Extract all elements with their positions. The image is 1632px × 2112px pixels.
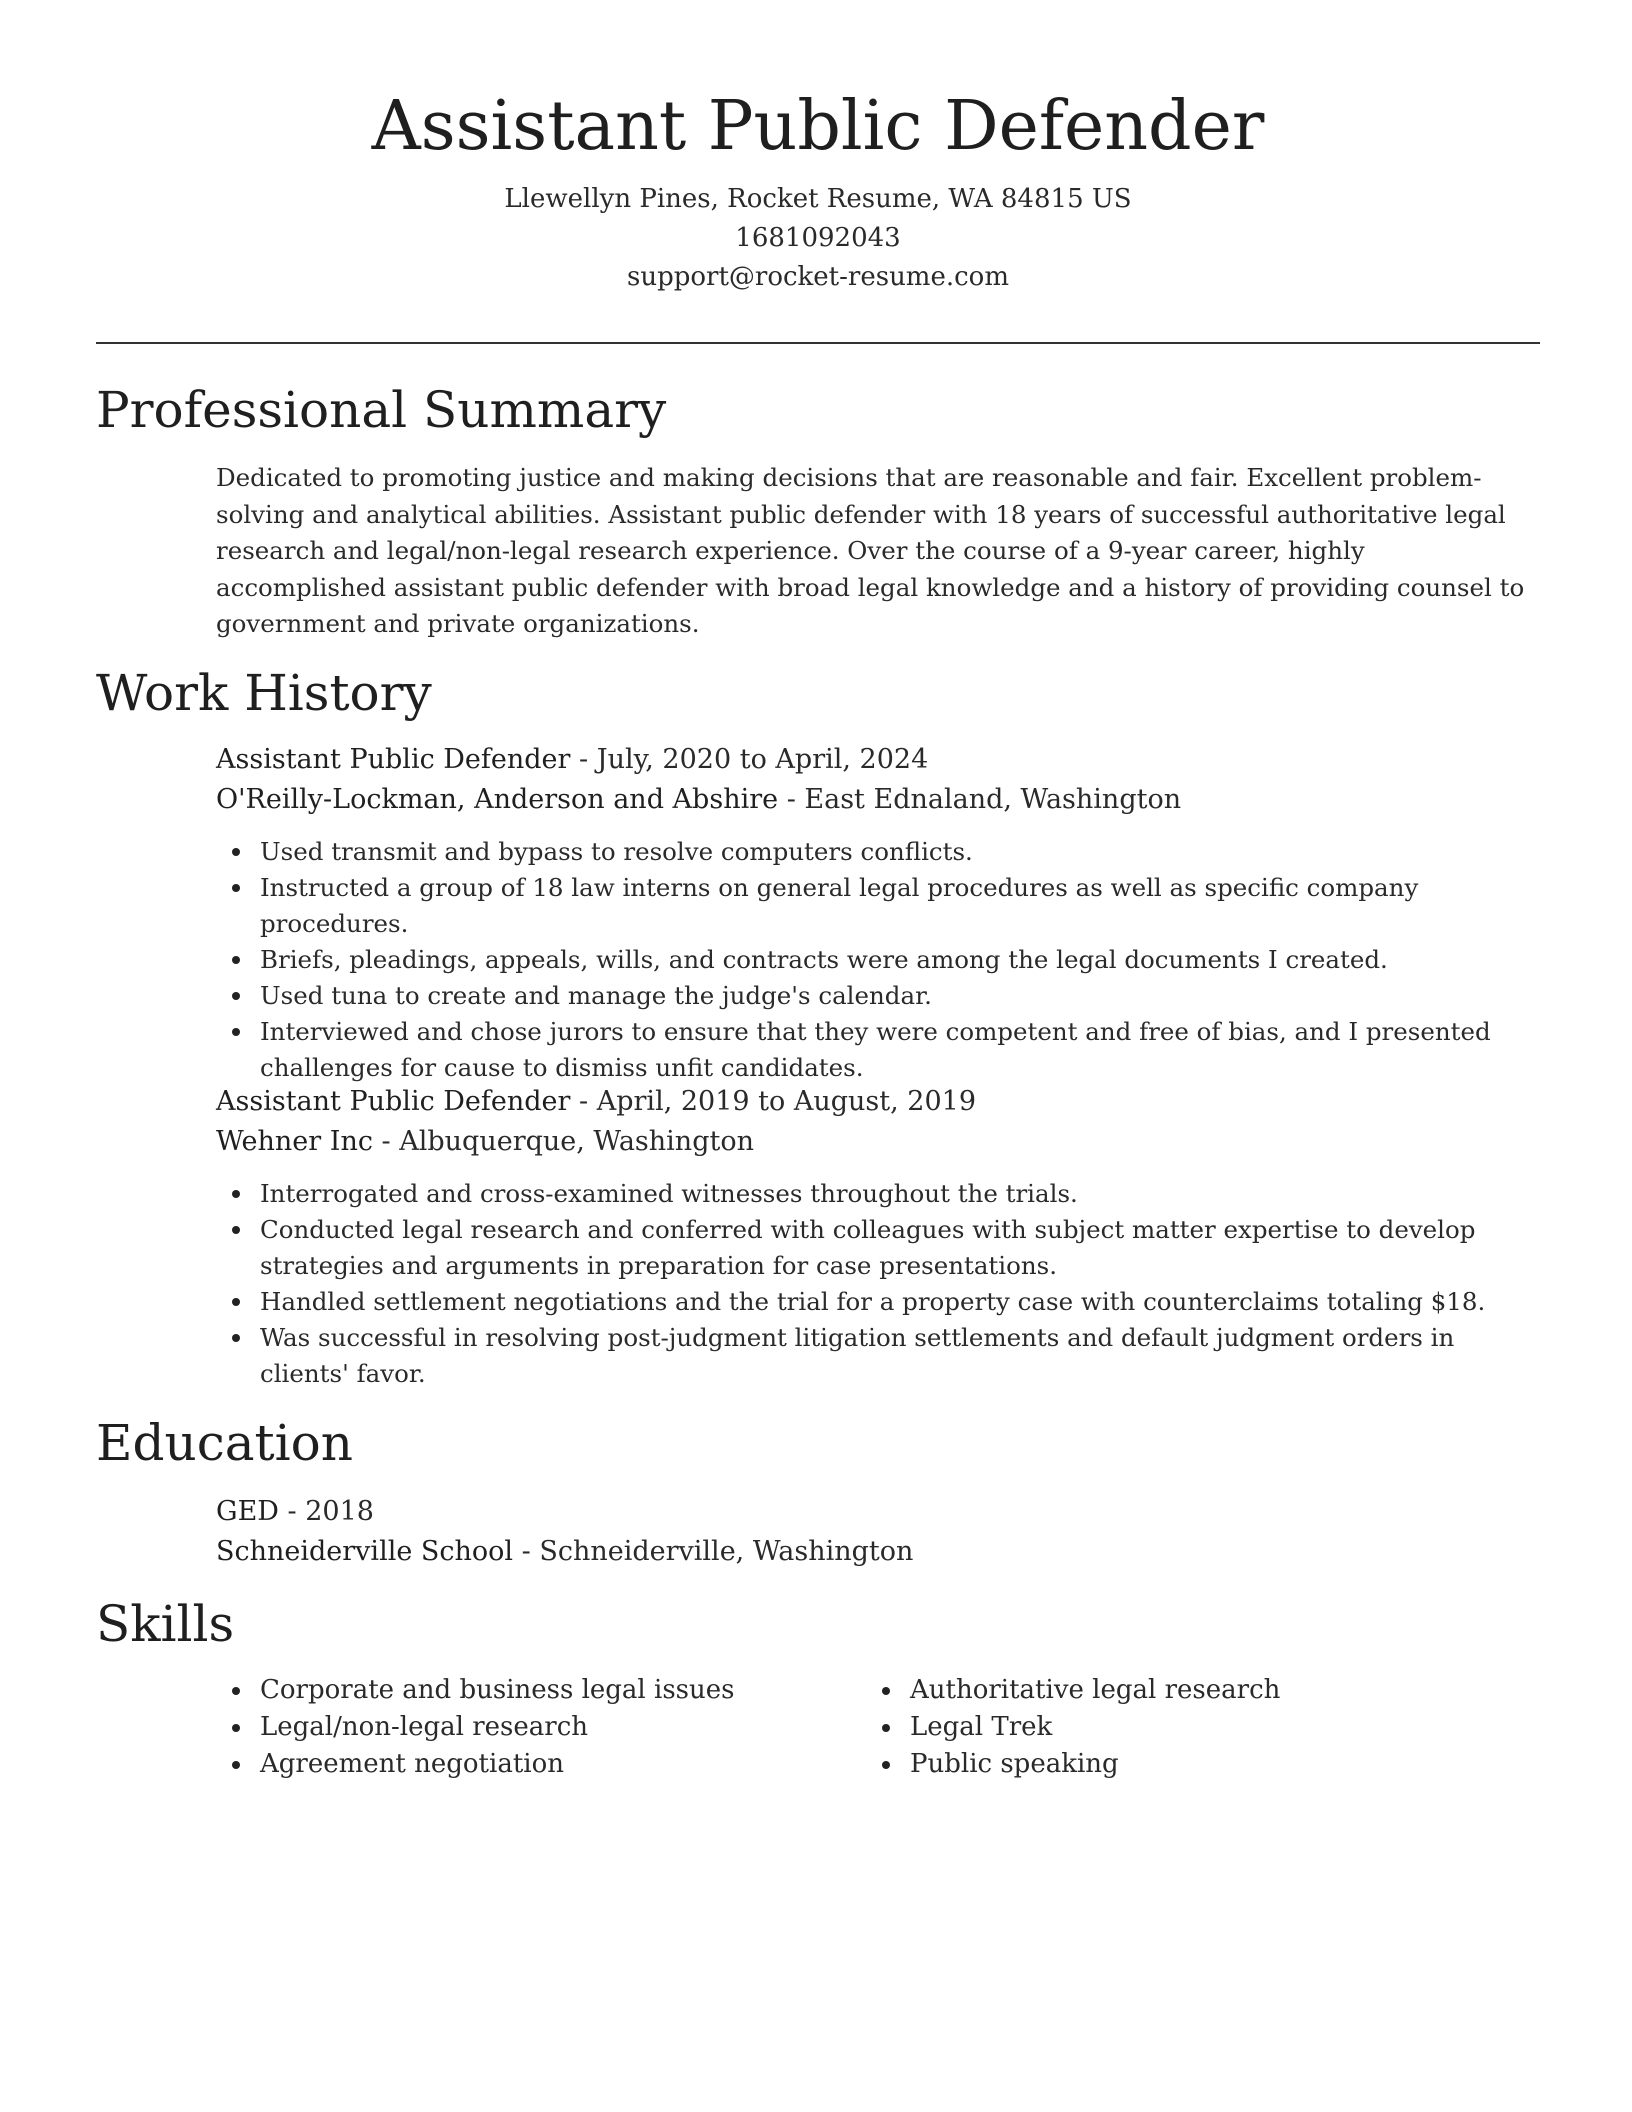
education-school: Schneiderville School (216, 1536, 514, 1567)
job-bullet-text: Used transmit and bypass to resolve computers conflicts. (260, 837, 973, 866)
bullet-dot (232, 848, 240, 856)
job-bullet-text: Handled settlement negotiations and the trial for a property case with counterclaims totaling $18. (260, 1287, 1486, 1316)
job-bullet-text: Instructed a group of 18 law interns on general legal procedures as well as specific company procedures. (260, 873, 1419, 938)
job-entry (216, 1082, 1540, 1392)
bullet-dot (232, 1724, 240, 1732)
education-entry (216, 1492, 1540, 1572)
job-bullet-text: Conducted legal research and conferred with colleagues with subject matter expertise to develop strategies and arguments in preparation for case presentations. (260, 1215, 1476, 1280)
job-bullet-list (216, 834, 1540, 1086)
section-title-education: Education (96, 1414, 353, 1472)
job-location: - Albuquerque, Washington (372, 1126, 754, 1157)
job-role: Assistant Public Defender (216, 1086, 571, 1117)
bullet-dot (232, 1298, 240, 1306)
skill-text: Public speaking (910, 1749, 1119, 1779)
job-dates: - July, 2020 to April, 2024 (570, 744, 929, 775)
skill-text: Corporate and business legal issues (260, 1675, 735, 1705)
job-bullet-text: Interrogated and cross-examined witnesses throughout the trials. (260, 1179, 1078, 1208)
skills-column-left (216, 1672, 866, 1783)
skill-item (866, 1746, 1516, 1783)
resume-header (96, 82, 1540, 297)
job-bullet-text: Interviewed and chose jurors to ensure that they were competent and free of bias, and I presented challenges for cause to dismiss unfit candidates. (260, 1017, 1491, 1082)
job-dates: - April, 2019 to August, 2019 (570, 1086, 976, 1117)
job-bullet-text: Used tuna to create and manage the judge's calendar. (260, 981, 932, 1010)
section-title-skills: Skills (96, 1595, 235, 1653)
skill-item (866, 1672, 1516, 1709)
job-bullet-text: Was successful in resolving post-judgment litigation settlements and default judgment orders in clients' favor. (260, 1323, 1455, 1388)
job-title-line (216, 1082, 1540, 1122)
bullet-dot (232, 1761, 240, 1769)
bullet-dot (232, 956, 240, 964)
job-bullet (216, 942, 1540, 978)
job-bullet-list (216, 1176, 1540, 1392)
skill-item (216, 1709, 866, 1746)
header-divider (96, 342, 1540, 344)
bullet-dot (232, 1687, 240, 1695)
job-bullet (216, 1320, 1540, 1392)
bullet-dot (882, 1761, 890, 1769)
job-company-line (216, 1122, 1540, 1162)
education-degree: GED (216, 1496, 279, 1527)
contact-address: Llewellyn Pines, Rocket Resume, WA 84815 US (504, 184, 1132, 214)
skill-item (216, 1746, 866, 1783)
bullet-dot (232, 1334, 240, 1342)
job-location: - East Ednaland, Washington (778, 784, 1182, 815)
bullet-dot (882, 1724, 890, 1732)
section-title-summary: Professional Summary (96, 381, 667, 439)
job-bullet (216, 1176, 1540, 1212)
bullet-dot (232, 992, 240, 1000)
bullet-dot (882, 1687, 890, 1695)
job-entry (216, 740, 1540, 1086)
education-school-line (216, 1532, 1540, 1572)
job-role: Assistant Public Defender (216, 744, 571, 775)
summary-text: Dedicated to promoting justice and making decisions that are reasonable and fair. Excellent problem-solving and analytical abilities. Assistant public defender with 18 years of successful authoritative legal research and legal/non-legal research experience. Over the course of a 9-year career, highly accomplished assistant public defender with broad legal knowledge and a history of providing counsel to government and private organizations. (216, 463, 1525, 638)
job-bullet (216, 978, 1540, 1014)
skill-text: Authoritative legal research (910, 1675, 1281, 1705)
job-bullet (216, 1014, 1540, 1086)
job-bullet (216, 870, 1540, 942)
bullet-dot (232, 884, 240, 892)
candidate-title: Assistant Public Defender (371, 87, 1265, 166)
job-bullet (216, 1284, 1540, 1320)
job-bullet-text: Briefs, pleadings, appeals, wills, and contracts were among the legal documents I created. (260, 945, 1388, 974)
education-year: - 2018 (278, 1496, 374, 1527)
skill-text: Legal Trek (910, 1712, 1053, 1742)
skills-column-right (866, 1672, 1516, 1783)
skills-grid (216, 1672, 1540, 1783)
bullet-dot (232, 1226, 240, 1234)
skill-text: Legal/non-legal research (260, 1712, 589, 1742)
skill-item (216, 1672, 866, 1709)
bullet-dot (232, 1190, 240, 1198)
job-company: Wehner Inc (216, 1126, 373, 1157)
summary-block (216, 460, 1540, 643)
education-degree-line (216, 1492, 1540, 1532)
skill-text: Agreement negotiation (260, 1749, 564, 1779)
job-title-line (216, 740, 1540, 780)
job-bullet (216, 1212, 1540, 1284)
job-bullet (216, 834, 1540, 870)
job-company-line (216, 780, 1540, 820)
section-title-work-history: Work History (96, 664, 432, 722)
education-location: - Schneiderville, Washington (513, 1536, 914, 1567)
contact-email: support@rocket-resume.com (626, 262, 1009, 292)
job-company: O'Reilly-Lockman, Anderson and Abshire (216, 784, 779, 815)
skill-item (866, 1709, 1516, 1746)
bullet-dot (232, 1028, 240, 1036)
contact-phone: 1681092043 (735, 223, 901, 253)
